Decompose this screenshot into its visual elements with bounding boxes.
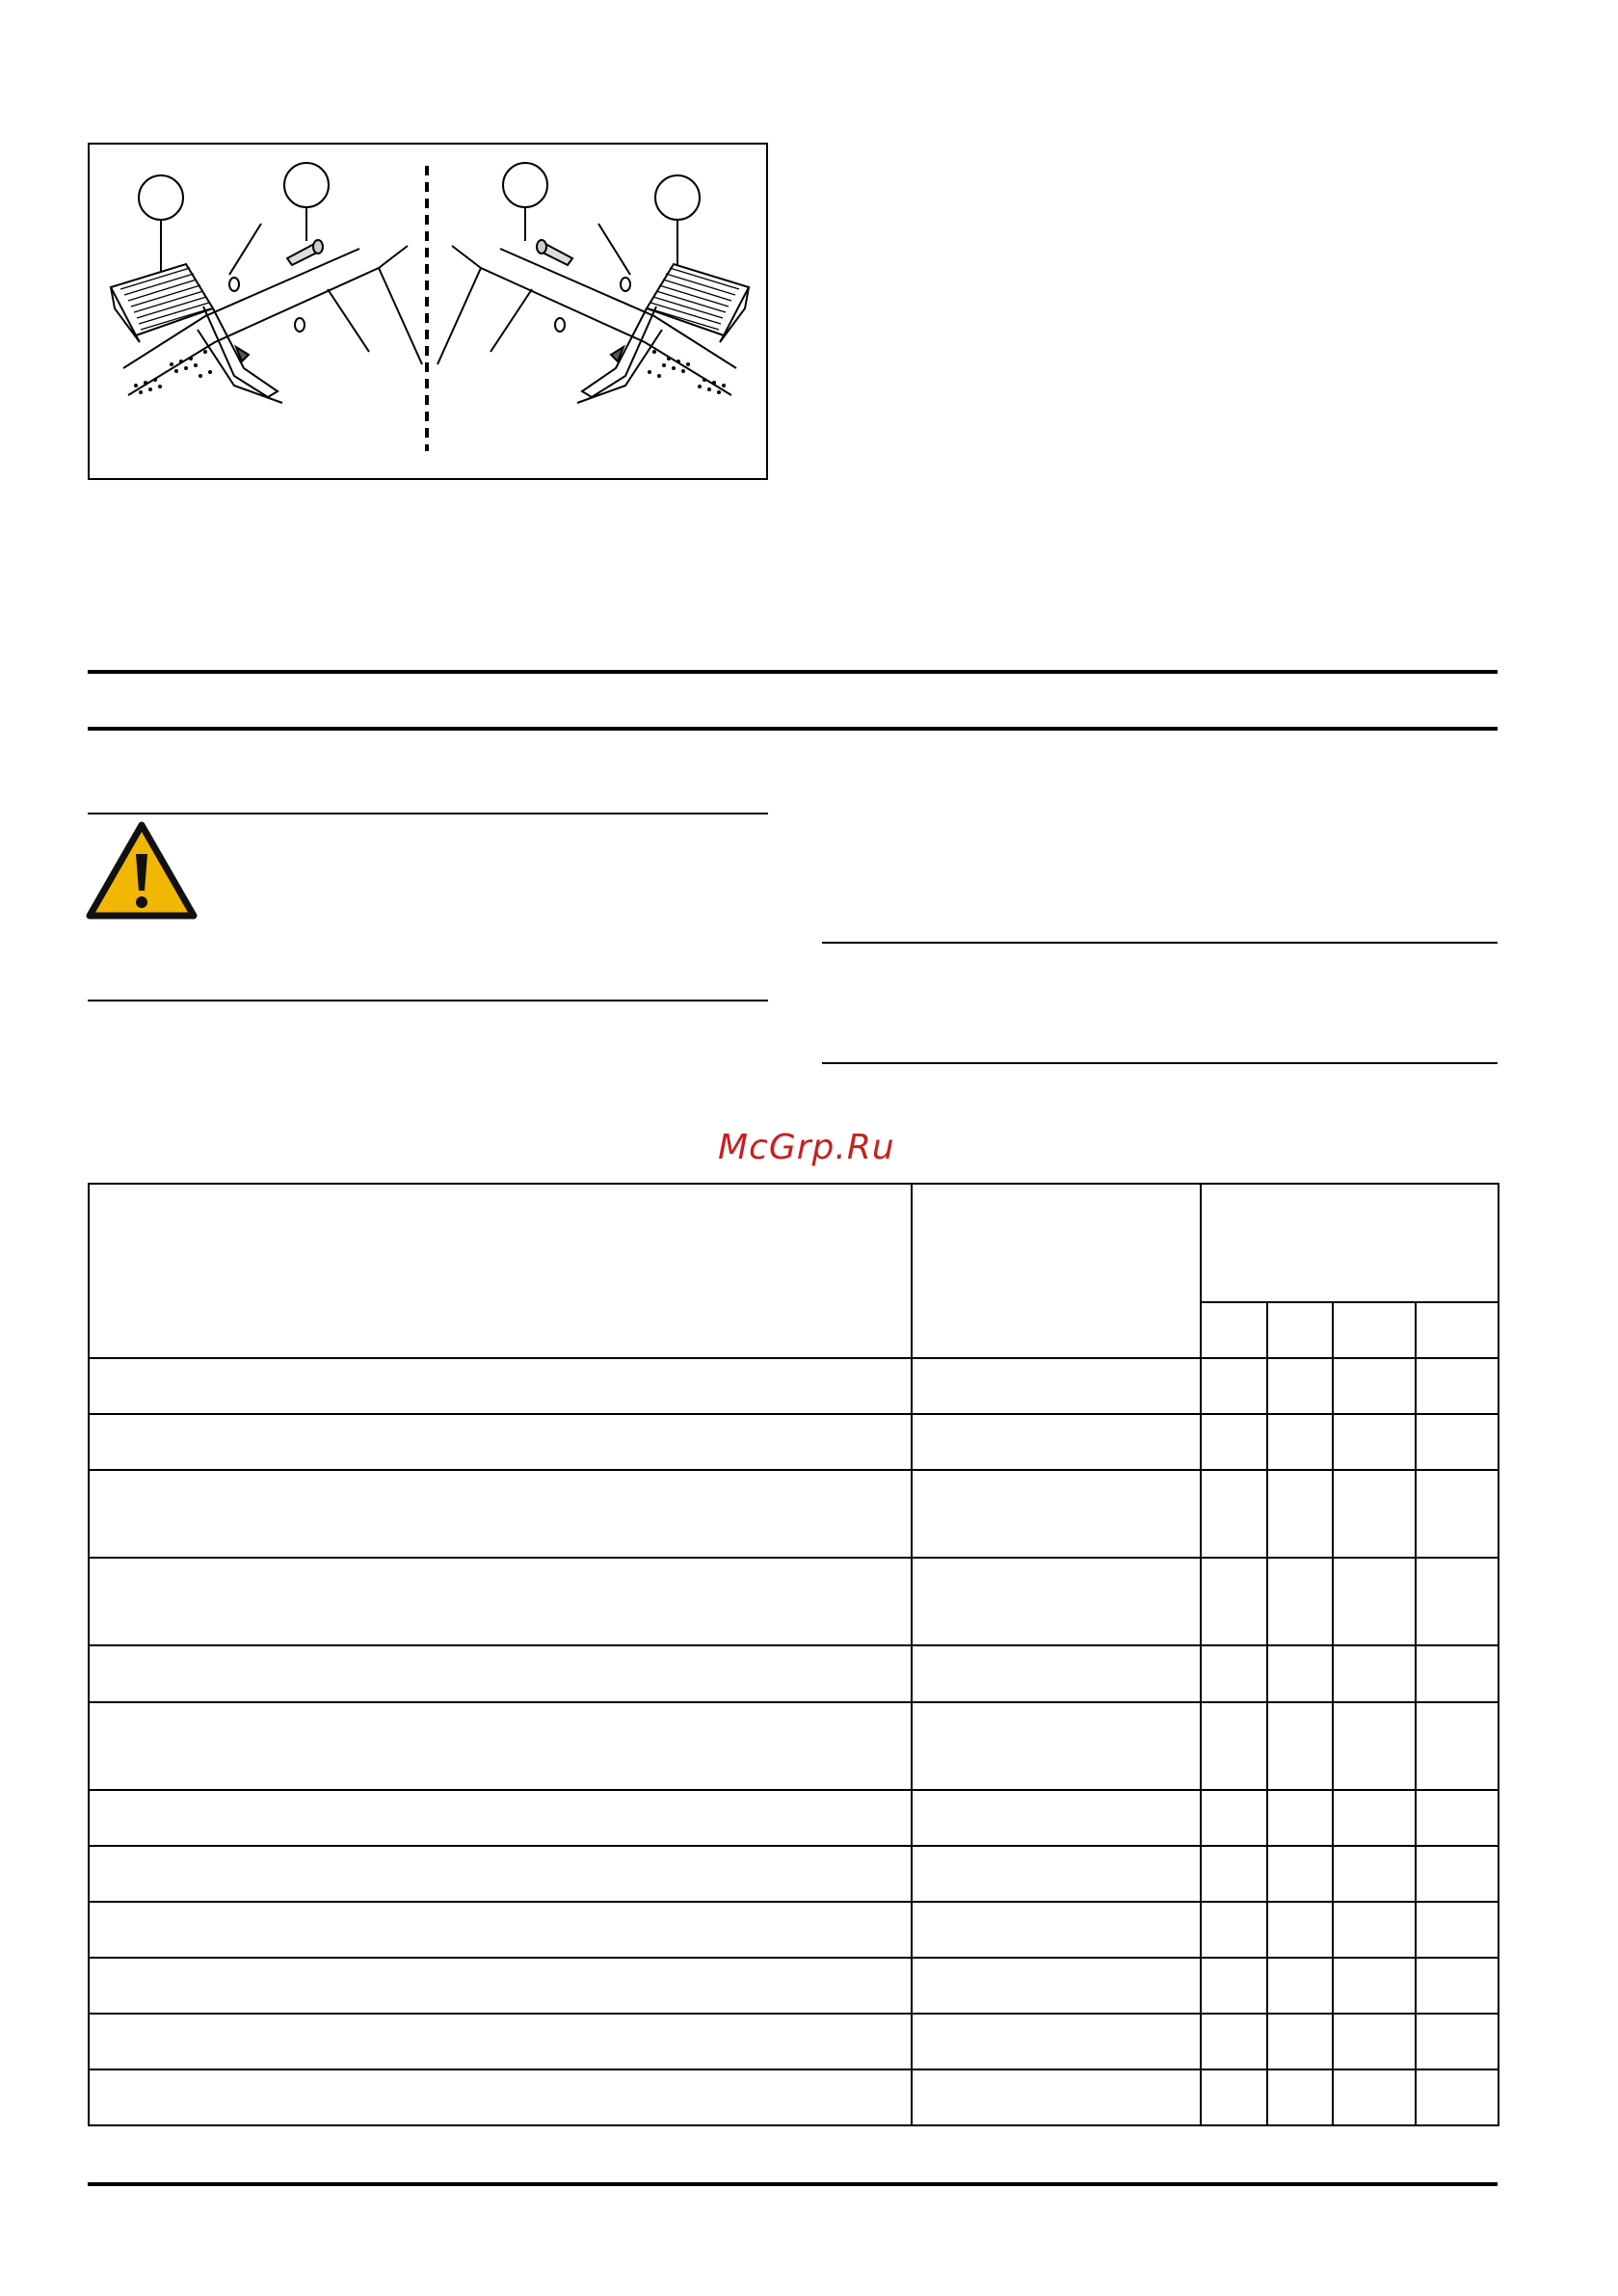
table-cell bbox=[1333, 1358, 1416, 1414]
table-cell bbox=[1267, 1645, 1333, 1701]
subheader-cell bbox=[1416, 1302, 1499, 1358]
table-cell bbox=[1333, 1558, 1416, 1645]
table-cell bbox=[912, 1558, 1201, 1645]
header-col-2 bbox=[912, 1184, 1201, 1358]
table-cell bbox=[912, 2069, 1201, 2125]
table-cell bbox=[89, 1958, 912, 2014]
subheader-cell bbox=[1267, 1302, 1333, 1358]
table-cell bbox=[1416, 2014, 1499, 2069]
table-cell bbox=[89, 1702, 912, 1790]
table-cell bbox=[1416, 1958, 1499, 2014]
section-rule-bottom bbox=[88, 727, 1498, 731]
table-cell bbox=[1201, 1645, 1267, 1701]
table-cell bbox=[1416, 1470, 1499, 1558]
header-col-3 bbox=[1201, 1184, 1499, 1302]
table-cell bbox=[912, 1790, 1201, 1846]
warning-rule-top bbox=[88, 813, 768, 814]
table-cell bbox=[1201, 2014, 1267, 2069]
table-cell bbox=[1333, 1790, 1416, 1846]
table-row bbox=[89, 1558, 1499, 1645]
table-cell bbox=[1416, 1790, 1499, 1846]
table-cell bbox=[1201, 1846, 1267, 1902]
table-cell bbox=[1267, 1902, 1333, 1958]
table-row bbox=[89, 1358, 1499, 1414]
table-cell bbox=[1201, 1902, 1267, 1958]
table-cell bbox=[1416, 1902, 1499, 1958]
table-cell bbox=[89, 1790, 912, 1846]
table-cell bbox=[1416, 1358, 1499, 1414]
callout-3-circle bbox=[503, 163, 547, 207]
callout-2-circle bbox=[284, 163, 329, 207]
table-cell bbox=[89, 1645, 912, 1701]
left-floor-texture bbox=[134, 350, 212, 394]
table-row bbox=[89, 1645, 1499, 1701]
callout-1-circle bbox=[139, 175, 183, 220]
table-row bbox=[89, 1958, 1499, 2014]
table-cell bbox=[1267, 2069, 1333, 2125]
table-cell bbox=[912, 1702, 1201, 1790]
table-cell bbox=[89, 1902, 912, 1958]
section-rule-top bbox=[88, 670, 1498, 674]
table-cell bbox=[1201, 2069, 1267, 2125]
table-cell bbox=[1201, 1558, 1267, 1645]
table-cell bbox=[1267, 1358, 1333, 1414]
table-cell bbox=[1267, 2014, 1333, 2069]
table-cell bbox=[1416, 1645, 1499, 1701]
table-cell bbox=[912, 1902, 1201, 1958]
table-cell bbox=[89, 1358, 912, 1414]
table-cell bbox=[1267, 1790, 1333, 1846]
table-cell bbox=[1267, 1558, 1333, 1645]
table-cell bbox=[1333, 1902, 1416, 1958]
table-cell bbox=[1416, 1414, 1499, 1470]
table-cell bbox=[1201, 1358, 1267, 1414]
table-cell bbox=[1201, 1702, 1267, 1790]
table-row bbox=[89, 1790, 1499, 1846]
table-cell bbox=[89, 2014, 912, 2069]
table-cell bbox=[1333, 1702, 1416, 1790]
callout-4-circle bbox=[655, 175, 700, 220]
table-row bbox=[89, 2014, 1499, 2069]
table-cell bbox=[1333, 1470, 1416, 1558]
table-row bbox=[89, 2069, 1499, 2125]
table-cell bbox=[912, 1958, 1201, 2014]
table-cell bbox=[89, 2069, 912, 2125]
table-cell bbox=[89, 1846, 912, 1902]
note-rule-top bbox=[822, 942, 1498, 944]
table-cell bbox=[1416, 1846, 1499, 1902]
table-cell bbox=[1267, 1702, 1333, 1790]
table-cell bbox=[1333, 1846, 1416, 1902]
pedal-drawing bbox=[90, 145, 770, 482]
table-cell bbox=[1267, 1414, 1333, 1470]
table-cell bbox=[1201, 1958, 1267, 2014]
table-cell bbox=[1333, 1414, 1416, 1470]
warning-triangle-icon bbox=[86, 821, 198, 921]
table-cell bbox=[1416, 1702, 1499, 1790]
table-header-row bbox=[89, 1184, 1499, 1302]
table-cell bbox=[1267, 1958, 1333, 2014]
table-cell bbox=[912, 1846, 1201, 1902]
left-pedal-assembly bbox=[111, 224, 422, 403]
right-pedal-assembly bbox=[438, 224, 749, 403]
table-cell bbox=[89, 1414, 912, 1470]
watermark-text: McGrp.Ru bbox=[718, 1128, 895, 1167]
pedal-illustration bbox=[88, 143, 768, 480]
table-row bbox=[89, 1902, 1499, 1958]
table-cell bbox=[1201, 1790, 1267, 1846]
note-rule-bottom bbox=[822, 1062, 1498, 1064]
table-cell bbox=[1201, 1470, 1267, 1558]
table-cell bbox=[89, 1470, 912, 1558]
table-cell bbox=[1333, 1958, 1416, 2014]
table-cell bbox=[912, 2014, 1201, 2069]
table-cell bbox=[1333, 2069, 1416, 2125]
subheader-cell bbox=[1333, 1302, 1416, 1358]
table-cell bbox=[89, 1558, 912, 1645]
header-col-1 bbox=[89, 1184, 912, 1358]
table-cell bbox=[912, 1414, 1201, 1470]
table-cell bbox=[912, 1358, 1201, 1414]
table-row bbox=[89, 1470, 1499, 1558]
table-cell bbox=[912, 1470, 1201, 1558]
table-cell bbox=[1416, 1558, 1499, 1645]
table-row bbox=[89, 1702, 1499, 1790]
subheader-cell bbox=[1201, 1302, 1267, 1358]
table-row bbox=[89, 1846, 1499, 1902]
warning-rule-bottom bbox=[88, 1000, 768, 1001]
spec-table bbox=[88, 1183, 1499, 2126]
table-cell bbox=[912, 1645, 1201, 1701]
table-cell bbox=[1333, 2014, 1416, 2069]
table-cell bbox=[1267, 1470, 1333, 1558]
table-row bbox=[89, 1414, 1499, 1470]
table-cell bbox=[1267, 1846, 1333, 1902]
table-cell bbox=[1201, 1414, 1267, 1470]
table-cell bbox=[1333, 1645, 1416, 1701]
table-cell bbox=[1416, 2069, 1499, 2125]
footer-rule bbox=[88, 2182, 1498, 2186]
